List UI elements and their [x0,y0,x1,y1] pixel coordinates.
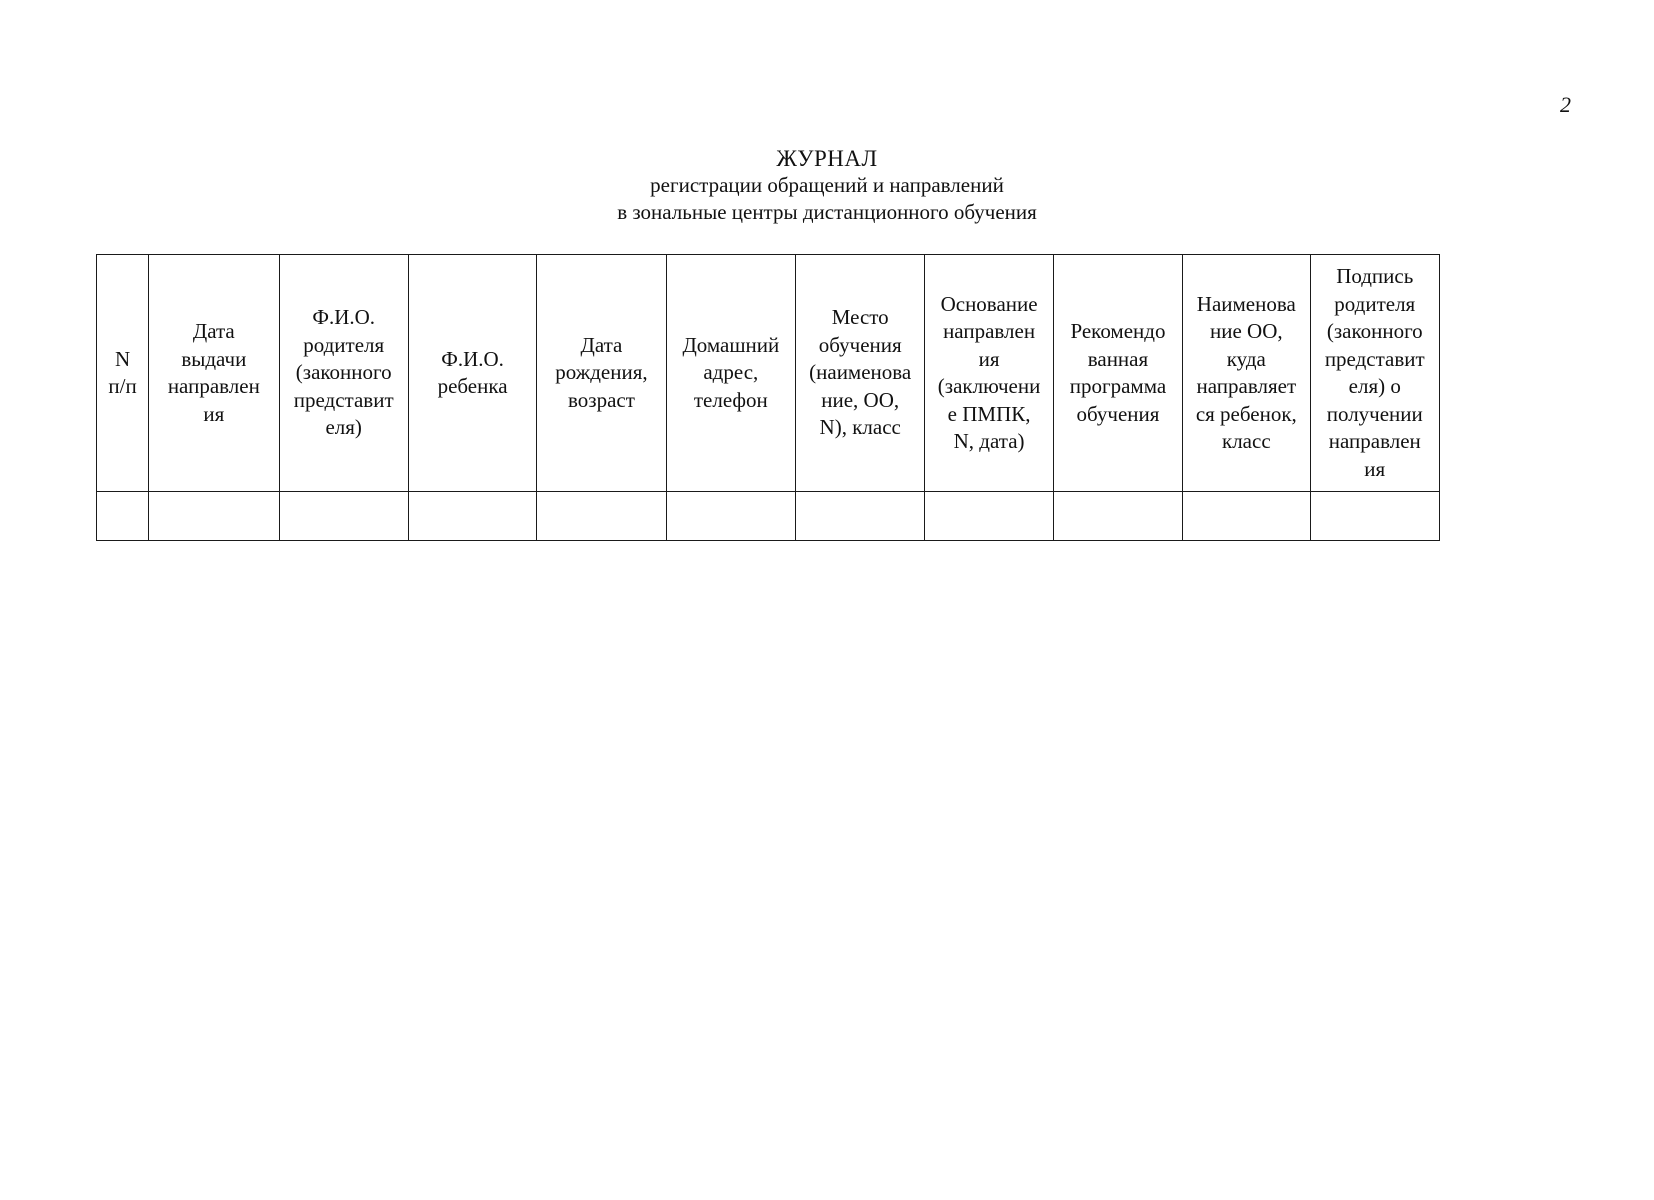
table-cell[interactable] [925,492,1053,541]
column-header-line: направлен [943,319,1036,343]
column-header-line: обучения [818,332,902,357]
column-header [1183,255,1310,492]
column-header-line: N, дата) [953,429,1025,453]
column-header-line: еля) [325,415,362,440]
column-header-line: Наименова [1196,291,1296,316]
document-title: ЖУРНАЛ [776,146,878,171]
column-header-line: (законного [295,360,392,385]
column-header-line: обучения [1076,401,1160,426]
column-header-line: Рекомендо [1070,319,1166,343]
table-cell[interactable] [666,492,795,541]
column-header-line: Подпись [1336,264,1414,288]
column-header-line: е ПМПК, [947,401,1031,426]
column-header-line: ние, ОО, [821,387,900,412]
column-header-line: ребенка [437,374,508,398]
column-header-line: получении [1326,401,1423,426]
table-cell[interactable] [97,492,149,541]
column-header-line: ся ребенок, [1195,401,1297,426]
table-cell[interactable] [537,492,666,541]
column-header-line: представит [293,387,394,412]
column-header-line: ия [203,401,225,426]
column-header-line: направлен [1328,429,1421,453]
column-header-line: N), класс [819,415,901,440]
column-header-line: еля) о [1348,374,1401,398]
table-cell[interactable] [408,492,536,541]
document-header [0,145,1654,226]
column-header-line: направляет [1196,374,1297,398]
column-header [1053,255,1182,492]
column-header-line: Ф.И.О. [441,346,504,371]
column-header-line: программа [1069,374,1167,398]
column-header-line: ванная [1087,346,1149,371]
table-cell[interactable] [1183,492,1310,541]
column-header-line: родителя [1334,291,1416,316]
table-header-row [97,255,1440,492]
column-header-line: возраст [568,387,635,412]
column-header-line: Место [831,305,889,330]
column-header-line: ние ОО, [1210,319,1283,343]
table-cell[interactable] [279,492,408,541]
column-header-line: ия [1364,456,1386,481]
column-header-line: Дата [192,319,235,343]
column-header [666,255,795,492]
column-header-line: Домашний [682,332,780,357]
column-header-line: выдачи [181,346,247,371]
journal-table [96,254,1440,541]
table-row [97,492,1440,541]
column-header-line: родителя [303,332,385,357]
column-header [279,255,408,492]
column-header-line: адрес, [703,360,759,385]
table-cell[interactable] [1310,492,1439,541]
table-cell[interactable] [796,492,925,541]
column-header-line: (законного [1326,319,1423,343]
column-header [537,255,666,492]
column-header-line: телефон [693,387,768,412]
column-header [408,255,536,492]
column-header [925,255,1053,492]
column-header [97,255,149,492]
column-header-line: куда [1226,346,1266,371]
table-body [97,492,1440,541]
column-header-line: направлен [167,374,260,398]
column-header-line: Дата [580,332,623,357]
column-header-line: ия [978,346,1000,371]
column-header-line: класс [1222,429,1271,453]
table-cell[interactable] [1053,492,1182,541]
column-header-line: Основание [940,291,1038,316]
column-header-line: представит [1324,346,1425,371]
column-header-line: Ф.И.О. [312,305,376,330]
table-cell[interactable] [149,492,279,541]
column-header-line: (заключени [937,374,1041,398]
column-header-line: п/п [108,374,137,398]
column-header [149,255,279,492]
column-header [796,255,925,492]
column-header-line: рождения, [555,360,648,385]
column-header [1310,255,1439,492]
column-header-line: N [114,346,131,371]
document-subtitle-line-1: регистрации обращений и направлений [650,173,1004,197]
page-number: 2 [1560,92,1571,117]
column-header-line: (наименова [809,360,912,385]
document-subtitle-line-2: в зональные центры дистанционного обучения [617,200,1037,224]
